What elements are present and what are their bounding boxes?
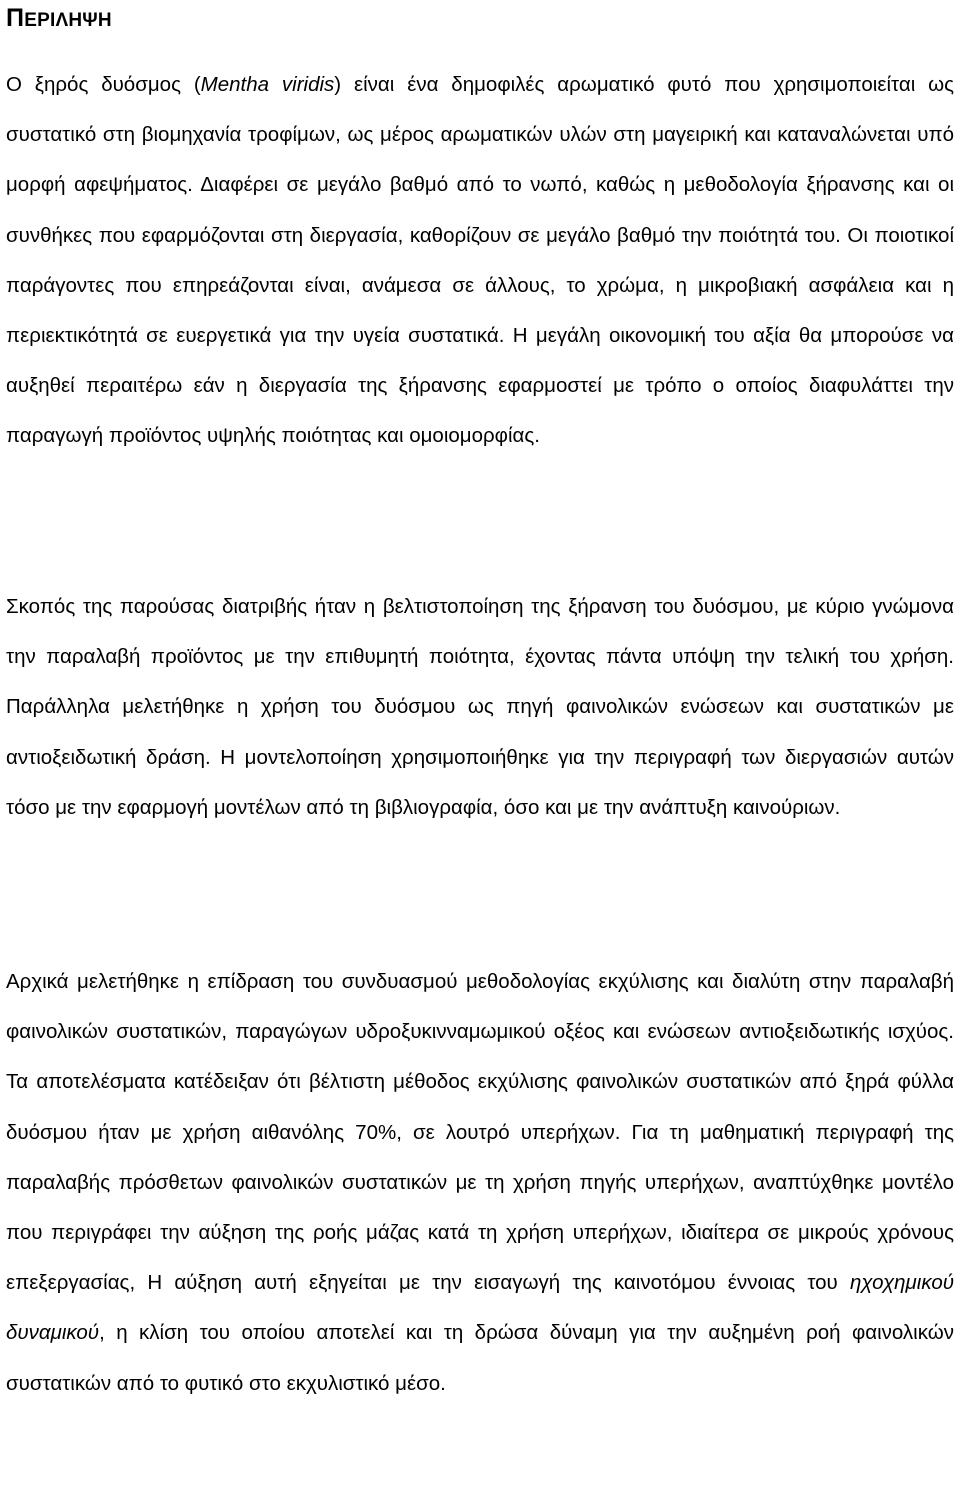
paragraph-extraction-text-start: Αρχικά μελετήθηκε η επίδραση του συνδυασμού μεθοδολογίας εκχύλισης και διαλύτη στην παραλαβή φαινολικών συστατικών, παραγώγων υδροξυκινναμωμικού οξέος και ενώσεων αντιοξειδωτικής ισχύος. Τα αποτελέσματα κατέδειξαν ότι βέλτιστη μέθοδος εκχύλισης φαινολικών συστατικών από ξηρά φύλλα δυόσμου ήταν με χρήση αιθανόλης 70%, σε λουτρό υπερήχων. Για τη μαθηματική περιγραφή της παραλαβής πρόσθετων φαινολικών συστατικών με τη χρήση πηγής υπερήχων, αναπτύχθηκε μοντέλο που περιγράφει την αύξηση της ροής μάζας κατά τη χρήση υπερήχων, ιδιαίτερα σε μικρούς χρόνους επεξεργασίας, Η αύξηση αυτή εξηγείται με την εισαγωγή της καινοτόμου έννοιας του	[6, 970, 954, 1295]
sonochemical-potential-term: ηχοχημικού δυναμικού	[6, 1271, 954, 1345]
heading-initial: Π	[6, 4, 25, 32]
heading-rest: ΕΡΙΛΗΨΗ	[24, 10, 112, 31]
paragraph-intro-text-rest: ) είναι ένα δημοφιλές αρωματικό φυτό που χρησιμοποιείται ως συστατικό στη βιομηχανία τροφίμων, ως μέρος αρωματικών υλών στη μαγειρική και καταναλώνεται υπό μορφή αφεψήματος. Διαφέρει σε μεγάλο βαθμό από το νωπό, καθώς η μεθοδολογία ξήρανσης και οι συνθήκες που εφαρμόζονται στη διεργασία, καθορίζουν σε μεγάλο βαθμό την ποιότητά του. Οι ποιοτικοί παράγοντες που επηρεάζονται είναι, ανάμεσα σε άλλους, το χρώμα, η μικροβιακή ασφάλεια και η περιεκτικότητά σε ευεργετικά για την υγεία συστατικά. Η μεγάλη οικονομική του αξία θα μπορούσε να αυξηθεί περαιτέρω εάν η διεργασία της ξήρανσης εφαρμοστεί με τρόπο ο οποίος διαφυλάττει την παραγωγή προϊόντος υψηλής ποιότητας και ομοιομορφίας.	[6, 73, 954, 448]
paragraph-aim: Σκοπός της παρούσας διατριβής ήταν η βελτιστοποίηση της ξήρανση του δυόσμου, με κύριο γνώμονα την παραλαβή προϊόντος με την επιθυμητή ποιότητα, έχοντας πάντα υπόψη την τελική του χρήση. Παράλληλα μελετήθηκε η χρήση του δυόσμου ως πηγή φαινολικών ενώσεων και συστατικών με αντιοξειδωτική δράση. Η μοντελοποίηση χρησιμοποιήθηκε για την περιγραφή των διεργασιών αυτών τόσο με την εφαρμογή μοντέλων από τη βιβλιογραφία, όσο και με την ανάπτυξη καινούριων.	[6, 595, 954, 819]
paragraph-extraction-text-rest: , η κλίση του οποίου αποτελεί και τη δρώσα δύναμη για την αυξημένη ροή φαινολικών συστατικών από το φυτικό στο εκχυλιστικό μέσο.	[6, 1321, 954, 1395]
species-name: Mentha viridis	[200, 73, 335, 96]
document-page	[6, 0, 954, 1395]
paragraph-intro-text-start: Ο ξηρός δυόσμος (	[6, 73, 201, 96]
paragraph-intro	[6, 60, 954, 462]
section-heading	[6, 0, 954, 36]
paragraph-extraction	[6, 957, 954, 1409]
